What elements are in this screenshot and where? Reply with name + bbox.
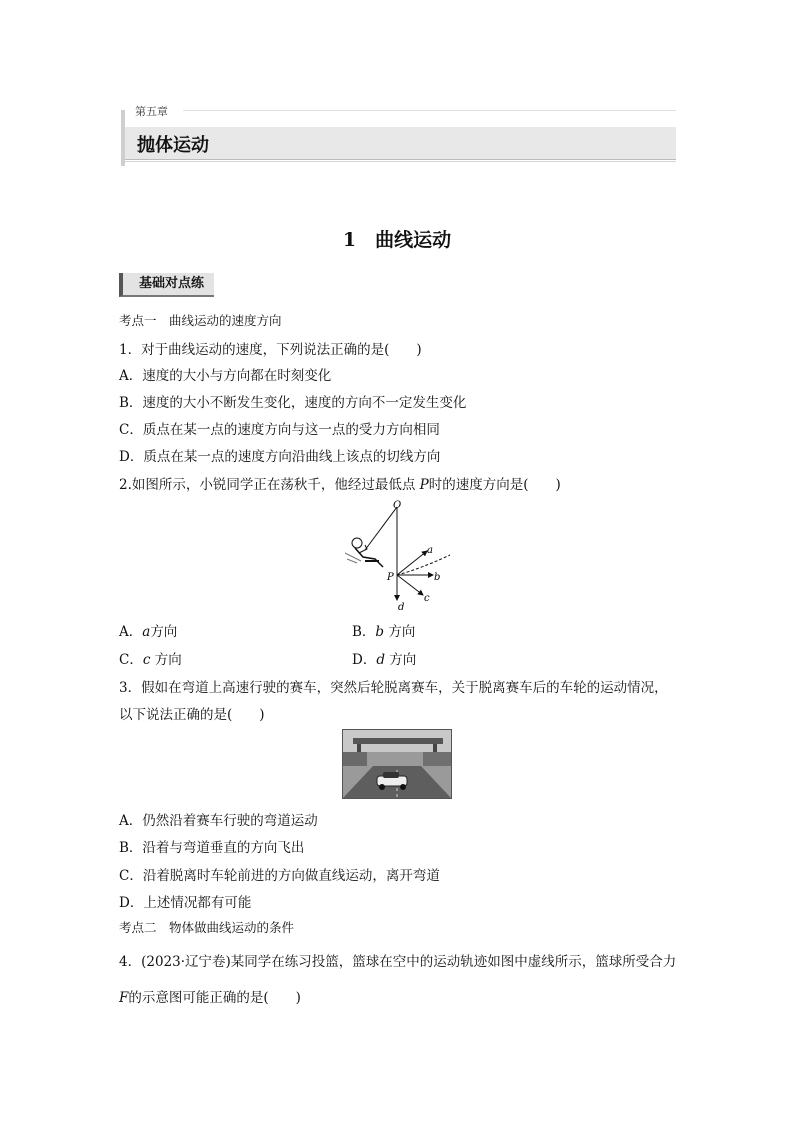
label-a: a [427,545,433,556]
question-stem: 4．(2023·辽宁卷)某同学在练习投篮，篮球在空中的运动轨迹如图中虚线所示，篮球所受合力 [119,954,677,970]
option-suffix: 方向 [150,624,178,640]
practice-tag: 基础对点练 [119,273,214,297]
chapter-label: 第五章 [135,105,168,118]
option-variable: d [376,652,385,668]
label-c: c [424,593,430,604]
question-stem: 3．假如在弯道上高速行驶的赛车，突然后轮脱离赛车，关于脱离赛车后的车轮的运动情况， [119,680,668,696]
option-d [352,648,416,668]
dashed-trajectory [397,555,450,575]
option-variable: b [375,624,385,640]
option-b: B．速度的大小不断发生变化，速度的方向不一定发生变化 [119,395,467,411]
question-stem: 1．对于曲线运动的速度，下列说法正确的是( ) [119,342,422,358]
section-title: 1 曲线运动 [342,229,452,251]
stem-text: 2.如图所示，小锐同学正在荡秋千，他经过最低点 [119,477,420,493]
label-d: d [398,602,405,613]
stem-text: 时的速度方向是( ) [428,477,561,493]
swing-rope [365,507,397,550]
race-car-photo [342,729,452,799]
swing-diagram-figure [335,495,460,615]
option-a: A．速度的大小与方向都在时刻变化 [119,368,332,384]
stem-text: 的示意图可能正确的是( ) [128,990,301,1006]
option-prefix: B． [352,624,376,640]
option-prefix: A． [119,624,143,640]
option-c: C．质点在某一点的速度方向与这一点的受力方向相同 [119,422,440,438]
chapter-title: 抛体运动 [137,135,209,156]
option-d: D．上述情况都有可能 [119,895,252,911]
option-a: A．仍然沿着赛车行驶的弯道运动 [119,813,318,829]
chapter-rule [183,110,676,111]
question-stem-continued [119,986,301,1006]
option-c: C．沿着脱离时车轮前进的方向做直线运动，离开弯道 [119,868,440,884]
option-suffix: 方向 [384,652,417,668]
option-b: B．沿着与弯道垂直的方向飞出 [119,840,305,856]
option-c [119,648,182,668]
question-stem-continued: 以下说法正确的是( ) [119,707,265,723]
kaodian-heading: 考点一 曲线运动的速度方向 [119,313,282,328]
option-b [352,620,415,640]
option-variable: a [142,624,151,640]
chapter-bottom-rule [125,161,676,162]
option-suffix: 方向 [150,652,182,668]
kaodian-heading: 考点二 物体做曲线运动的条件 [119,920,295,935]
arrow-c [397,575,423,595]
option-d: D．质点在某一点的速度方向沿曲线上该点的切线方向 [119,449,441,465]
force-variable: F [119,990,129,1006]
option-suffix: 方向 [384,624,416,640]
label-p: P [387,572,394,583]
question-stem [119,473,561,493]
child-on-swing-icon [345,538,383,567]
option-a [119,620,177,640]
label-b: b [434,572,441,583]
option-prefix: C． [119,652,143,668]
option-prefix: D． [352,652,377,668]
label-o: O [393,500,402,511]
point-variable: P [419,477,429,493]
option-variable: c [142,652,151,668]
arrow-a [397,551,427,575]
